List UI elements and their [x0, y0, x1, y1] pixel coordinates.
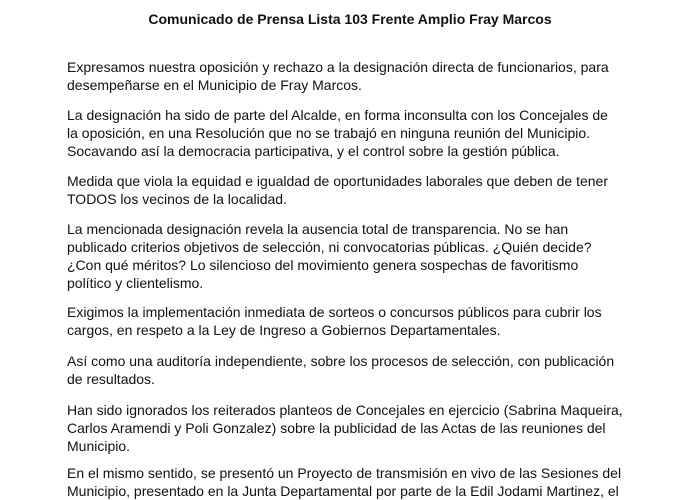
text-line: La designación ha sido de parte del Alcalde, en forma inconsulta con los Concejales de — [67, 107, 608, 123]
text-line: La mencionada designación revela la ausencia total de transparencia. No se han — [67, 221, 569, 237]
text-line: la oposición, en una Resolución que no se trabajó en ninguna reunión del Municipio. — [67, 125, 591, 141]
paragraph-3 — [67, 172, 687, 208]
text-line: cargos, en respeto a la Ley de Ingreso a Gobiernos Departamentales. — [67, 322, 501, 338]
text-line: Expresamos nuestra oposición y rechazo a la designación directa de funcionarios, para — [67, 59, 609, 75]
text-line: Municipio, presentado en la Junta Departamental por parte de la Edil Jodami Martinez, el — [67, 483, 619, 499]
text-line: Socavando así la democracia participativa, y el control sobre la gestión pública. — [67, 143, 560, 159]
text-line: Han sido ignorados los reiterados planteos de Concejales en ejercicio (Sabrina Maqueira, — [67, 402, 623, 418]
text-line: de resultados. — [67, 371, 155, 387]
text-line: desempeñarse en el Municipio de Fray Marcos. — [67, 77, 362, 93]
text-line: ¿Con qué méritos? Lo silencioso del movimiento genera sospechas de favoritismo — [67, 257, 579, 273]
document-title: Comunicado de Prensa Lista 103 Frente Amplio Fray Marcos — [148, 11, 552, 27]
paragraph-2 — [67, 106, 687, 160]
paragraph-5 — [67, 303, 687, 339]
text-line: Municipio. — [67, 438, 131, 454]
paragraph-6 — [67, 352, 687, 388]
paragraph-7 — [67, 401, 687, 455]
text-line: En el mismo sentido, se presentó un Proyecto de transmisión en vivo de las Sesiones del — [67, 465, 622, 481]
paragraph-8 — [67, 464, 687, 500]
text-line: Medida que viola la equidad e igualdad de oportunidades laborales que deben de tener — [67, 173, 608, 189]
paragraph-4 — [67, 220, 687, 292]
text-line: Carlos Aramendi y Poli Gonzalez) sobre la publicidad de las Actas de las reuniones del — [67, 420, 606, 436]
text-line: publicado criterios objetivos de selección, ni convocatorias públicas. ¿Quién decide? — [67, 239, 592, 255]
paragraph-1 — [67, 58, 687, 94]
text-line: Así como una auditoría independiente, sobre los procesos de selección, con publicación — [67, 353, 615, 369]
text-line: TODOS los vecinos de la localidad. — [67, 191, 287, 207]
text-line: Exigimos la implementación inmediata de sorteos o concursos públicos para cubrir los — [67, 304, 602, 320]
text-line: político y clientelismo. — [67, 275, 204, 291]
